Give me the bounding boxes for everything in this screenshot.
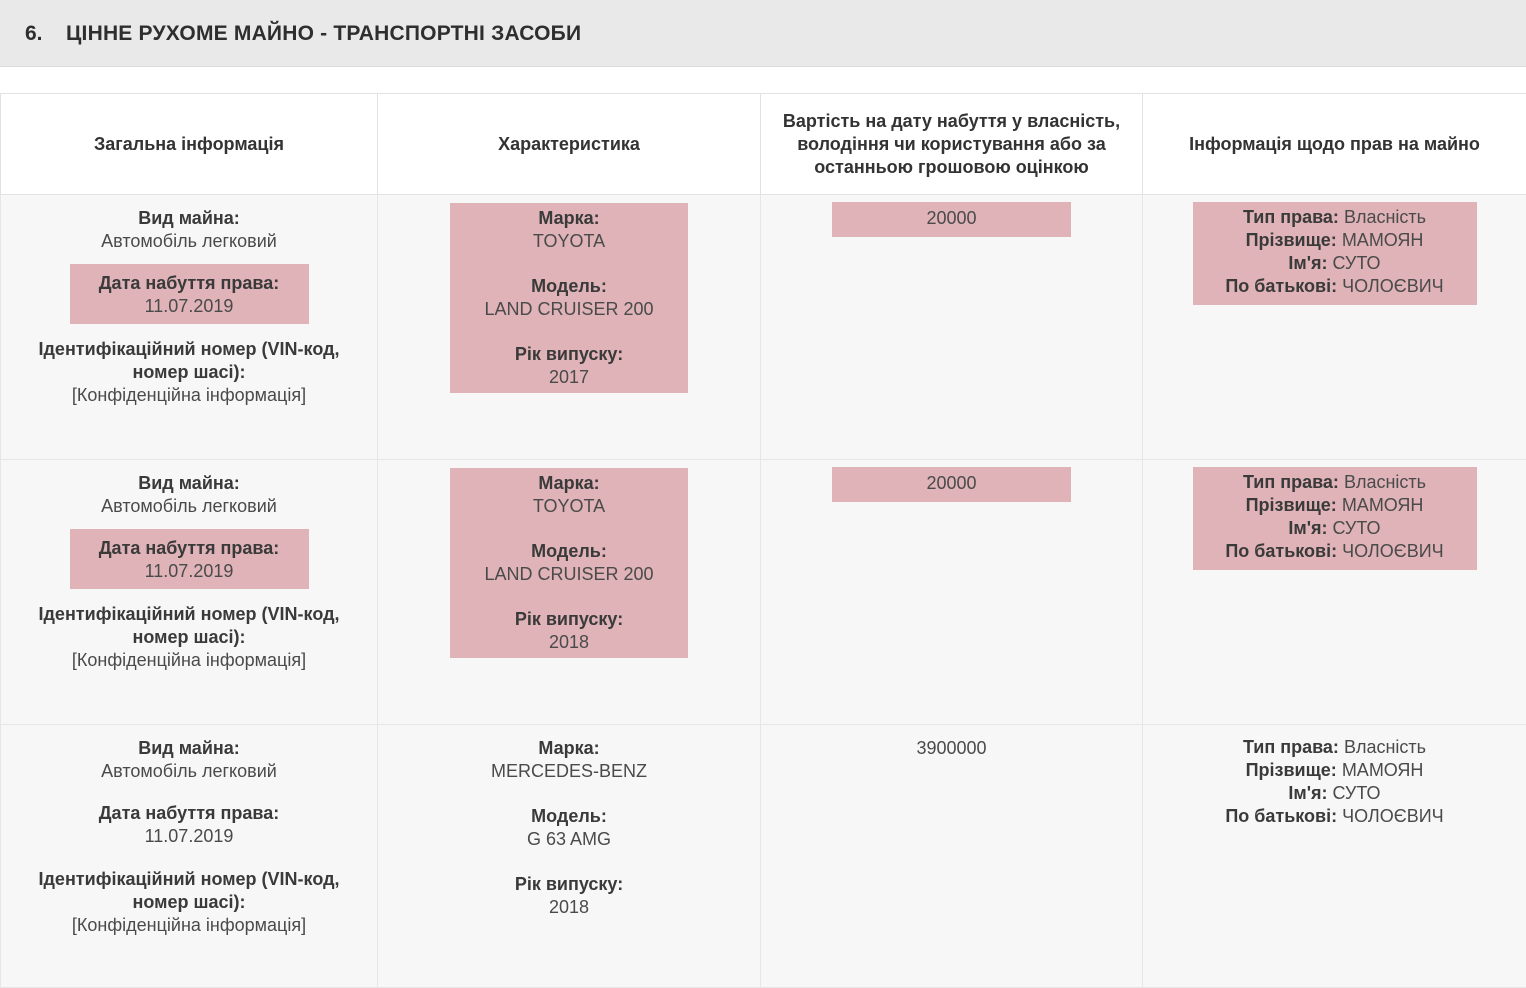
name-value: СУТО	[1333, 783, 1381, 803]
acquired-date-block	[9, 794, 369, 854]
table-row	[1, 460, 1526, 725]
patronymic-value: ЧОЛОЄВИЧ	[1342, 276, 1444, 296]
column-header-characteristics: Характеристика	[378, 94, 761, 195]
right-type-label: Тип права:	[1243, 207, 1339, 227]
acquired-date-highlight	[70, 529, 309, 589]
right-type-value: Власність	[1344, 472, 1426, 492]
acquired-value: 11.07.2019	[70, 560, 309, 583]
year-label: Рік випуску:	[450, 608, 688, 631]
model-label: Модель:	[450, 275, 688, 298]
characteristics-highlight	[450, 203, 688, 393]
patronymic-label: По батькові:	[1225, 541, 1337, 561]
acquired-date-highlight	[70, 264, 309, 324]
kind-label: Вид майна:	[9, 472, 369, 495]
vin-label: Ідентифікаційний номер (VIN-код, номер шасі):	[9, 603, 369, 649]
name-label: Ім'я:	[1288, 783, 1327, 803]
year-value: 2018	[450, 631, 688, 654]
rights-cell	[1143, 460, 1526, 725]
patronymic-label: По батькові:	[1225, 806, 1337, 826]
general-info-cell	[1, 725, 378, 988]
general-info-cell	[1, 195, 378, 460]
kind-value: Автомобіль легковий	[9, 760, 369, 783]
right-type-value: Власність	[1344, 737, 1426, 757]
patronymic-label: По батькові:	[1225, 276, 1337, 296]
characteristics-cell	[378, 460, 761, 725]
model-value: G 63 AMG	[386, 828, 752, 851]
rights-cell	[1143, 195, 1526, 460]
patronymic-value: ЧОЛОЄВИЧ	[1342, 806, 1444, 826]
value-highlight	[832, 202, 1071, 237]
rights-highlight	[1193, 202, 1477, 305]
model-label: Модель:	[386, 805, 752, 828]
acquired-value: 11.07.2019	[70, 295, 309, 318]
right-type-label: Тип права:	[1243, 737, 1339, 757]
brand-label: Марка:	[450, 472, 688, 495]
surname-label: Прізвище:	[1246, 230, 1337, 250]
vin-label: Ідентифікаційний номер (VIN-код, номер шасі):	[9, 868, 369, 914]
column-header-value: Вартість на дату набуття у власність, володіння чи користування або за останньою грошовою оцінкою	[761, 94, 1143, 195]
acquired-value: 11.07.2019	[9, 825, 369, 848]
kind-label: Вид майна:	[9, 737, 369, 760]
value-amount: 20000	[926, 473, 976, 493]
acquired-label: Дата набуття права:	[70, 537, 309, 560]
characteristics-cell	[378, 195, 761, 460]
value-cell	[761, 725, 1143, 988]
brand-label: Марка:	[386, 737, 752, 760]
table-header-row	[1, 94, 1526, 195]
right-type-label: Тип права:	[1243, 472, 1339, 492]
name-label: Ім'я:	[1288, 253, 1327, 273]
section-title: ЦІННЕ РУХОМЕ МАЙНО - ТРАНСПОРТНІ ЗАСОБИ	[66, 22, 581, 46]
table-row	[1, 725, 1526, 988]
rights-cell	[1143, 725, 1526, 988]
vin-value: [Конфіденційна інформація]	[9, 914, 369, 937]
name-label: Ім'я:	[1288, 518, 1327, 538]
section-header	[0, 0, 1526, 67]
kind-value: Автомобіль легковий	[9, 495, 369, 518]
rights-highlight	[1193, 467, 1477, 570]
name-value: СУТО	[1333, 518, 1381, 538]
section-number: 6.	[25, 22, 43, 46]
year-value: 2018	[386, 896, 752, 919]
characteristics-block	[386, 733, 752, 923]
value-highlight	[832, 467, 1071, 502]
surname-value: МАМОЯН	[1342, 495, 1424, 515]
brand-value: TOYOTA	[450, 230, 688, 253]
characteristics-highlight	[450, 468, 688, 658]
kind-value: Автомобіль легковий	[9, 230, 369, 253]
acquired-label: Дата набуття права:	[9, 802, 369, 825]
table-row	[1, 195, 1526, 460]
vin-value: [Конфіденційна інформація]	[9, 384, 369, 407]
vehicles-table	[0, 93, 1526, 988]
acquired-label: Дата набуття права:	[70, 272, 309, 295]
surname-label: Прізвище:	[1246, 760, 1337, 780]
brand-value: TOYOTA	[450, 495, 688, 518]
model-value: LAND CRUISER 200	[450, 298, 688, 321]
vin-value: [Конфіденційна інформація]	[9, 649, 369, 672]
value-block	[769, 732, 1134, 767]
column-header-rights: Інформація щодо прав на майно	[1143, 94, 1526, 195]
year-label: Рік випуску:	[450, 343, 688, 366]
general-info-cell	[1, 460, 378, 725]
right-type-value: Власність	[1344, 207, 1426, 227]
value-amount: 20000	[926, 208, 976, 228]
model-label: Модель:	[450, 540, 688, 563]
name-value: СУТО	[1333, 253, 1381, 273]
model-value: LAND CRUISER 200	[450, 563, 688, 586]
year-label: Рік випуску:	[386, 873, 752, 896]
kind-label: Вид майна:	[9, 207, 369, 230]
column-header-general: Загальна інформація	[1, 94, 378, 195]
surname-label: Прізвище:	[1246, 495, 1337, 515]
rights-block	[1151, 732, 1518, 835]
value-cell	[761, 460, 1143, 725]
surname-value: МАМОЯН	[1342, 230, 1424, 250]
vin-label: Ідентифікаційний номер (VIN-код, номер шасі):	[9, 338, 369, 384]
year-value: 2017	[450, 366, 688, 389]
characteristics-cell	[378, 725, 761, 988]
value-amount: 3900000	[916, 738, 986, 758]
brand-value: MERCEDES-BENZ	[386, 760, 752, 783]
surname-value: МАМОЯН	[1342, 760, 1424, 780]
patronymic-value: ЧОЛОЄВИЧ	[1342, 541, 1444, 561]
brand-label: Марка:	[450, 207, 688, 230]
value-cell	[761, 195, 1143, 460]
